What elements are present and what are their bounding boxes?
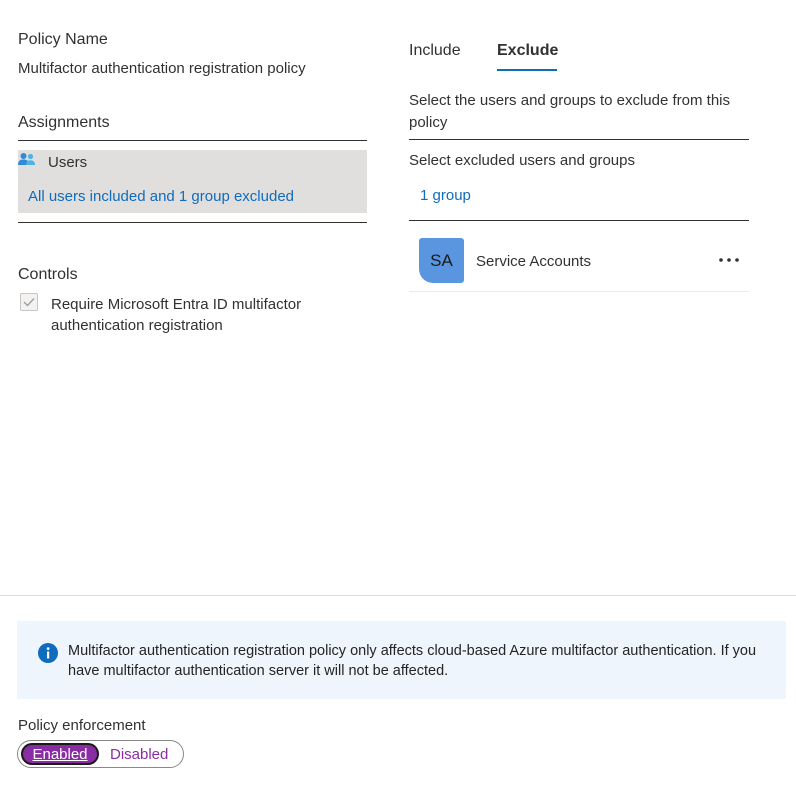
- users-icon: [18, 152, 36, 166]
- group-avatar: SA: [419, 238, 464, 283]
- info-message-bar: [17, 621, 786, 699]
- controls-title: Controls: [18, 266, 78, 283]
- assignments-divider-bottom: [18, 222, 367, 223]
- info-message-text: Multifactor authentication registration policy only affects cloud-based Azure multifactor authentication. If you have multifactor authentication server it will not be affected.: [68, 643, 757, 679]
- more-options-icon[interactable]: [716, 250, 742, 270]
- policy-enforcement-toggle[interactable]: [17, 740, 184, 768]
- policy-name-label: Policy Name: [18, 31, 108, 48]
- users-label: Users: [48, 154, 88, 171]
- assignments-divider-top: [18, 140, 367, 141]
- enforcement-disabled-option[interactable]: Disabled: [110, 746, 169, 763]
- info-icon: [38, 643, 58, 663]
- policy-name-value: Multifactor authentication registration policy: [18, 60, 306, 77]
- footer-divider: [0, 595, 796, 596]
- mfa-registration-checkbox[interactable]: [20, 293, 38, 311]
- select-excluded-label: Select excluded users and groups: [409, 152, 635, 169]
- tab-include[interactable]: Include: [409, 42, 461, 59]
- group-row-divider: [409, 291, 749, 292]
- tab-exclude-underline: [497, 69, 557, 71]
- assignments-title: Assignments: [18, 114, 110, 131]
- users-assignment-row[interactable]: [18, 150, 367, 213]
- exclude-divider-bottom: [409, 220, 749, 221]
- tab-exclude[interactable]: Exclude: [497, 42, 559, 59]
- checkmark-icon: [23, 297, 35, 307]
- policy-enforcement-label: Policy enforcement: [18, 717, 146, 734]
- group-name: Service Accounts: [476, 253, 592, 270]
- exclude-description: Select the users and groups to exclude from this policy: [409, 92, 731, 131]
- users-summary-link[interactable]: All users included and 1 group excluded: [28, 188, 295, 205]
- mfa-registration-label: Require Microsoft Entra ID multifactor authentication registration: [51, 296, 302, 334]
- excluded-group-count-link[interactable]: 1 group: [420, 187, 471, 204]
- enforcement-enabled-option[interactable]: Enabled: [21, 743, 99, 765]
- exclude-divider-top: [409, 139, 749, 140]
